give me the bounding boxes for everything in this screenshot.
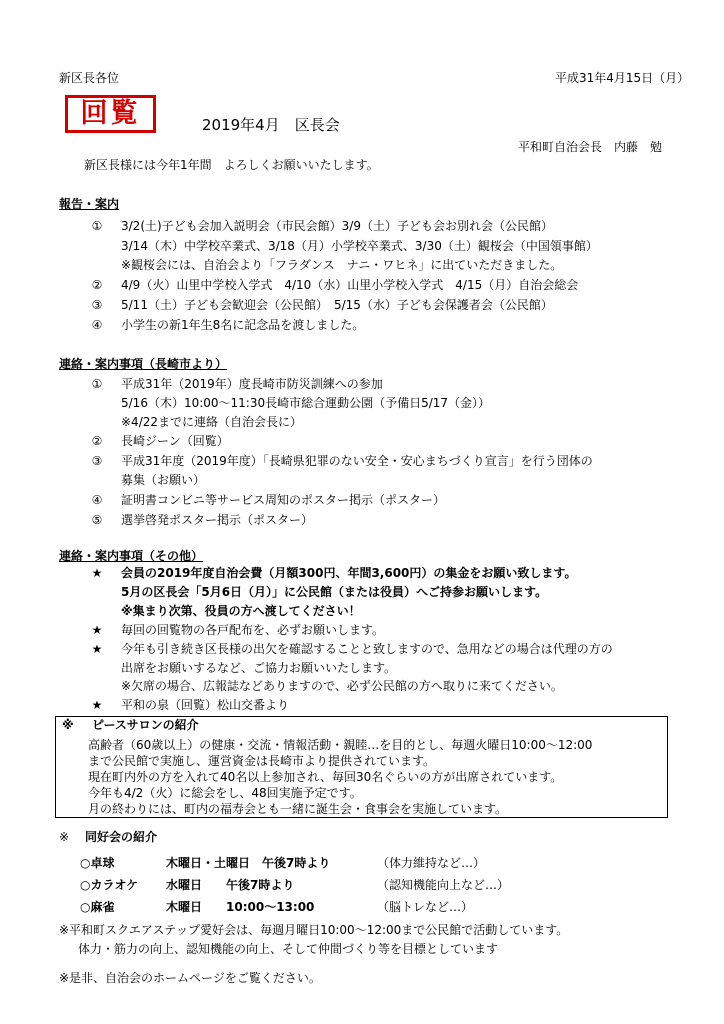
- city-item-mark: ①: [91, 377, 103, 391]
- city-line: ※4/22までに連絡（自治会長に）: [121, 415, 303, 429]
- star-icon: ★: [91, 642, 103, 656]
- report-line: 5/11（土）子ども会歓迎会（公民館） 5/15（水）子ども会保護者会（公民館）: [121, 298, 553, 312]
- club-schedule: 水曜日 午後7時より: [166, 878, 295, 892]
- club-name: ○卓球: [80, 856, 115, 870]
- city-line: 長崎ジーン（回覧）: [121, 434, 229, 448]
- city-line: 選挙啓発ポスター掲示（ポスター）: [121, 513, 314, 527]
- square-step-line: 体力・筋力の向上、認知機能の向上、そして仲間づくり等を目標としています: [78, 942, 499, 956]
- report-line: 3/2(土)子ども会加入説明会（市民会館）3/9（土）子ども会お別れ会（公民館）: [121, 219, 553, 233]
- city-line: 募集（お願い）: [121, 473, 206, 487]
- report-line: 小学生の新1年生8名に記念品を渡しました。: [121, 318, 365, 332]
- star-icon: ★: [91, 566, 103, 580]
- city-line: 平成31年（2019年）度長崎市防災訓練への参加: [121, 377, 383, 391]
- square-step-line: ※平和町スクエアステップ愛好会は、毎週月曜日10:00～12:00まで公民館で活動しています。: [59, 923, 569, 937]
- other-line: 会員の2019年度自治会費（月額300円、年間3,600円）の集金をお願い致します。: [121, 566, 577, 580]
- city-line: 証明書コンビニ等サービス周知のポスター掲示（ポスター）: [121, 493, 446, 507]
- club-schedule: 木曜日 10:00～13:00: [166, 900, 315, 914]
- club-schedule: 木曜日・土曜日 午後7時より: [166, 856, 331, 870]
- other-line: 5月の区長会「5月6日（月）」に公民館（または役員）へご持参お願いします。: [121, 585, 548, 599]
- report-item-mark: ④: [91, 318, 103, 332]
- club-note: （認知機能向上など…）: [377, 878, 510, 892]
- circulation-stamp: 回覧: [65, 95, 156, 133]
- page-title: 2019年4月 区長会: [202, 116, 340, 134]
- author: 平和町自治会長 内藤 勉: [518, 140, 663, 154]
- greeting: 新区長様には今年1年間 よろしくお願いいたします。: [84, 158, 379, 172]
- other-line: 今年も引き続き区長様の出欠を確認することと致しますので、急用などの場合は代理の方の: [121, 642, 613, 656]
- salon-line: 月の終わりには、町内の福寿会とも一緒に誕生会・食事会を実施しています。: [88, 802, 508, 816]
- clubs-mark: ※: [59, 830, 70, 844]
- report-item-mark: ③: [91, 298, 103, 312]
- issue-date: 平成31年4月15日（月）: [555, 71, 690, 85]
- city-item-mark: ③: [91, 454, 103, 468]
- club-note: （体力維持など…）: [377, 856, 486, 870]
- other-line: 出席をお願いするなど、ご協力お願いいたします。: [121, 661, 397, 675]
- report-line: 4/9（火）山里中学校入学式 4/10（水）山里小学校入学式 4/15（月）自治会総会: [121, 278, 579, 292]
- city-line: 5/16（木）10:00～11:30長崎市総合運動公園（予備日5/17（金））: [121, 396, 491, 410]
- city-item-mark: ②: [91, 434, 103, 448]
- other-heading: 連絡・案内事項（その他）: [59, 549, 204, 563]
- city-heading: 連絡・案内事項（長崎市より）: [59, 357, 228, 371]
- other-line: 平和の泉（回覧）松山交番より: [121, 698, 290, 712]
- addressee: 新区長各位: [59, 71, 120, 85]
- club-note: （脳トレなど…）: [377, 900, 474, 914]
- city-item-mark: ⑤: [91, 513, 103, 527]
- star-icon: ★: [91, 698, 103, 712]
- report-line: 3/14（木）中学校卒業式、3/18（月）小学校卒業式、3/30（土）観桜会（中国領事館）: [121, 239, 598, 253]
- club-name: ○カラオケ: [80, 878, 139, 892]
- city-line: 平成31年度（2019年度）「長崎県犯罪のない安全・安心まちづくり宣言」を行う団体の: [121, 454, 593, 468]
- clubs-heading: 同好会の紹介: [85, 830, 158, 844]
- salon-line: 今年も4/2（火）に総会をし、48回実施予定です。: [88, 786, 362, 800]
- other-line: ※集まり次第、役員の方へ渡してください！: [121, 604, 361, 618]
- star-icon: ★: [91, 623, 103, 637]
- salon-line: まで公民館で実施し、運営資金は長崎市より提供されています。: [88, 754, 436, 768]
- city-item-mark: ④: [91, 493, 103, 507]
- report-item-mark: ①: [91, 219, 103, 233]
- other-line: 毎回の回覧物の各戸配布を、必ずお願いします。: [121, 623, 385, 637]
- salon-line: 現在町内外の方を入れて40名以上参加され、毎回30名ぐらいの方が出席されています。: [88, 770, 563, 784]
- report-heading: 報告・案内: [59, 197, 120, 211]
- salon-line: 高齢者（60歳以上）の健康・交流・情報活動・親睦…を目的とし、毎週火曜日10:00～12:00: [88, 738, 593, 752]
- report-line: ※観桜会には、自治会より「フラダンス ナニ・ワヒネ」に出ていただきました。: [121, 258, 563, 272]
- footer-note: ※是非、自治会のホームページをご覧ください。: [59, 971, 321, 985]
- salon-mark: ※: [62, 718, 74, 732]
- club-name: ○麻雀: [80, 900, 115, 914]
- report-item-mark: ②: [91, 278, 103, 292]
- salon-heading: ピースサロンの紹介: [92, 718, 199, 732]
- other-line: ※欠席の場合、広報誌などありますので、必ず公民館の方へ取りに来てください。: [121, 679, 563, 693]
